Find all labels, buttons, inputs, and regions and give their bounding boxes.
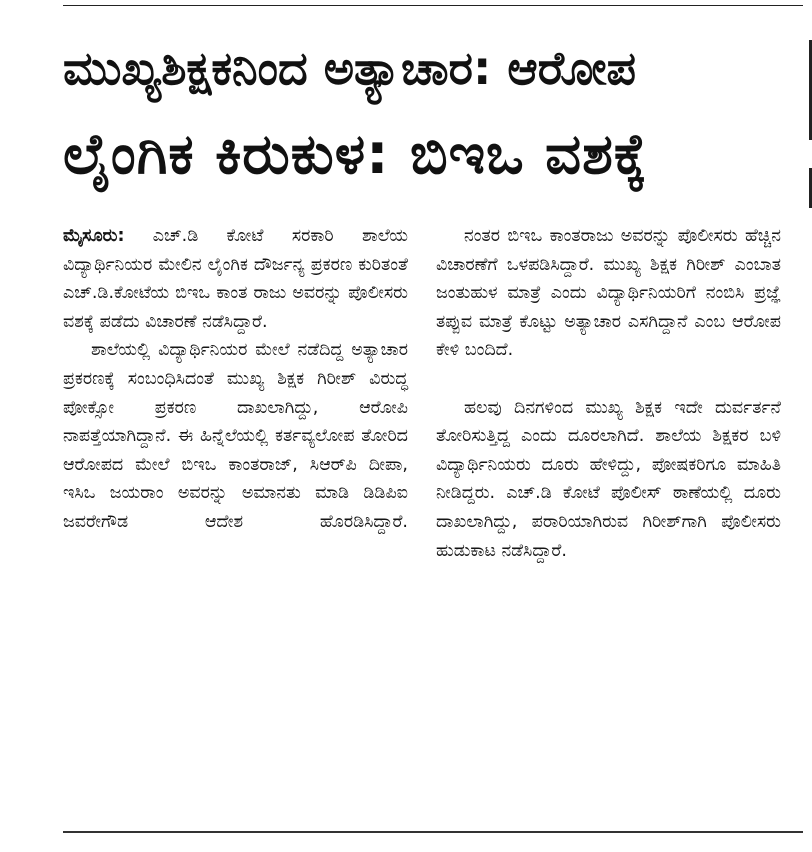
dateline: ಮೈಸೂರು:	[63, 226, 125, 246]
top-rule	[63, 5, 803, 6]
article-paragraph: ನಂತರ ಬಿಇಒ ಕಾಂತರಾಜು ಅವರನ್ನು ಪೊಲೀಸರು ಹೆಚ್ಚಿನ ವಿಚಾರಣೆಗೆ ಒಳಪಡಿಸಿದ್ದಾರೆ. ಮುಖ್ಯ ಶಿಕ್ಷಕ ಗಿರೀಶ್ ಎಂಬಾತ ಜಂತುಹುಳ ಮಾತ್ರೆ ಎಂದು ವಿದ್ಯಾರ್ಥಿನಿಯರಿಗೆ ನಂಬಿಸಿ ಪ್ರಜ್ಞೆ ತಪ್ಪುವ ಮಾತ್ರೆ ಕೊಟ್ಟು ಅತ್ಯಾಚಾರ ಎಸಗಿದ್ದಾನೆ ಎಂಬ ಆರೋಪ ಕೇಳಿ ಬಂದಿದೆ.	[436, 226, 781, 361]
article-paragraph: ಶಾಲೆಯಲ್ಲಿ ವಿದ್ಯಾರ್ಥಿನಿಯರ ಮೇಲೆ ನಡೆದಿದ್ದ ಅತ್ಯಾಚಾರ ಪ್ರಕರಣಕ್ಕೆ ಸಂಬಂಧಿಸಿದಂತೆ ಮುಖ್ಯ ಶಿಕ್ಷಕ ಗಿರೀಶ್ ವಿರುದ್ಧ ಪೋಕ್ಸೋ ಪ್ರಕರಣ ದಾಖಲಾಗಿದ್ದು, ಆರೋಪಿ ನಾಪತ್ತೆಯಾಗಿದ್ದಾನೆ. ಈ ಹಿನ್ನೆಲೆಯಲ್ಲಿ ಕರ್ತವ್ಯಲೋಪ ತೋರಿದ ಆರೋಪದ ಮೇಲೆ ಬಿಇಒ ಕಾಂತರಾಜ್, ಸಿಆರ್‌ಪಿ ದೀಪಾ, ಇಸಿಒ ಜಯರಾಂ ಅವರನ್ನು ಅಮಾನತು ಮಾಡಿ ಡಿಡಿಪಿಐ ಜವರೇಗೌಡ ಆದೇಶ ಹೊರಡಿಸಿದ್ದಾರೆ.	[63, 340, 408, 532]
article-column-right	[436, 222, 781, 565]
article-paragraph	[63, 222, 408, 336]
bottom-rule	[63, 831, 803, 833]
article-paragraph: ಹಲವು ದಿನಗಳಿಂದ ಮುಖ್ಯ ಶಿಕ್ಷಕ ಇದೇ ದುರ್ವರ್ತನೆ ತೋರಿಸುತ್ತಿದ್ದ ಎಂದು ದೂರಲಾಗಿದೆ. ಶಾಲೆಯ ಶಿಕ್ಷಕರ ಬಳಿ ವಿದ್ಯಾರ್ಥಿನಿಯರು ದೂರು ಹೇಳಿದ್ದು, ಪೋಷಕರಿಗೂ ಮಾಹಿತಿ ನೀಡಿದ್ದರು. ಎಚ್.ಡಿ ಕೋಟೆ ಪೊಲೀಸ್ ಠಾಣೆಯಲ್ಲಿ ದೂರು ದಾಖಲಾಗಿದ್ದು, ಪರಾರಿಯಾಗಿರುವ ಗಿರೀಶ್‌ಗಾಗಿ ಪೊಲೀಸರು ಹುಡುಕಾಟ ನಡೆಸಿದ್ದಾರೆ.	[436, 397, 781, 561]
headline-kicker: ಮುಖ್ಯಶಿಕ್ಷಕನಿಂದ ಅತ್ಯಾಚಾರ: ಆರೋಪ	[63, 41, 637, 95]
article-column-left	[63, 222, 408, 537]
headline-main: ಲೈಂಗಿಕ ಕಿರುಕುಳ: ಬಿಇಒ ವಶಕ್ಕೆ	[63, 122, 648, 187]
paragraph-text: ಎಚ್.ಡಿ ಕೋಟೆ ಸರಕಾರಿ ಶಾಲೆಯ ವಿದ್ಯಾರ್ಥಿನಿಯರ ಮೇಲಿನ ಲೈಂಗಿಕ ದೌರ್ಜನ್ಯ ಪ್ರಕರಣ ಕುರಿತಂತೆ ಎಚ್.ಡಿ.ಕೋಟೆಯ ಬಿಇಒ ಕಾಂತ ರಾಜು ಅವರನ್ನು ಪೊಲೀಸರು ವಶಕ್ಕೆ ಪಡೆದು ವಿಚಾರಣೆ ನಡೆಸಿದ್ದಾರೆ.	[63, 226, 408, 332]
